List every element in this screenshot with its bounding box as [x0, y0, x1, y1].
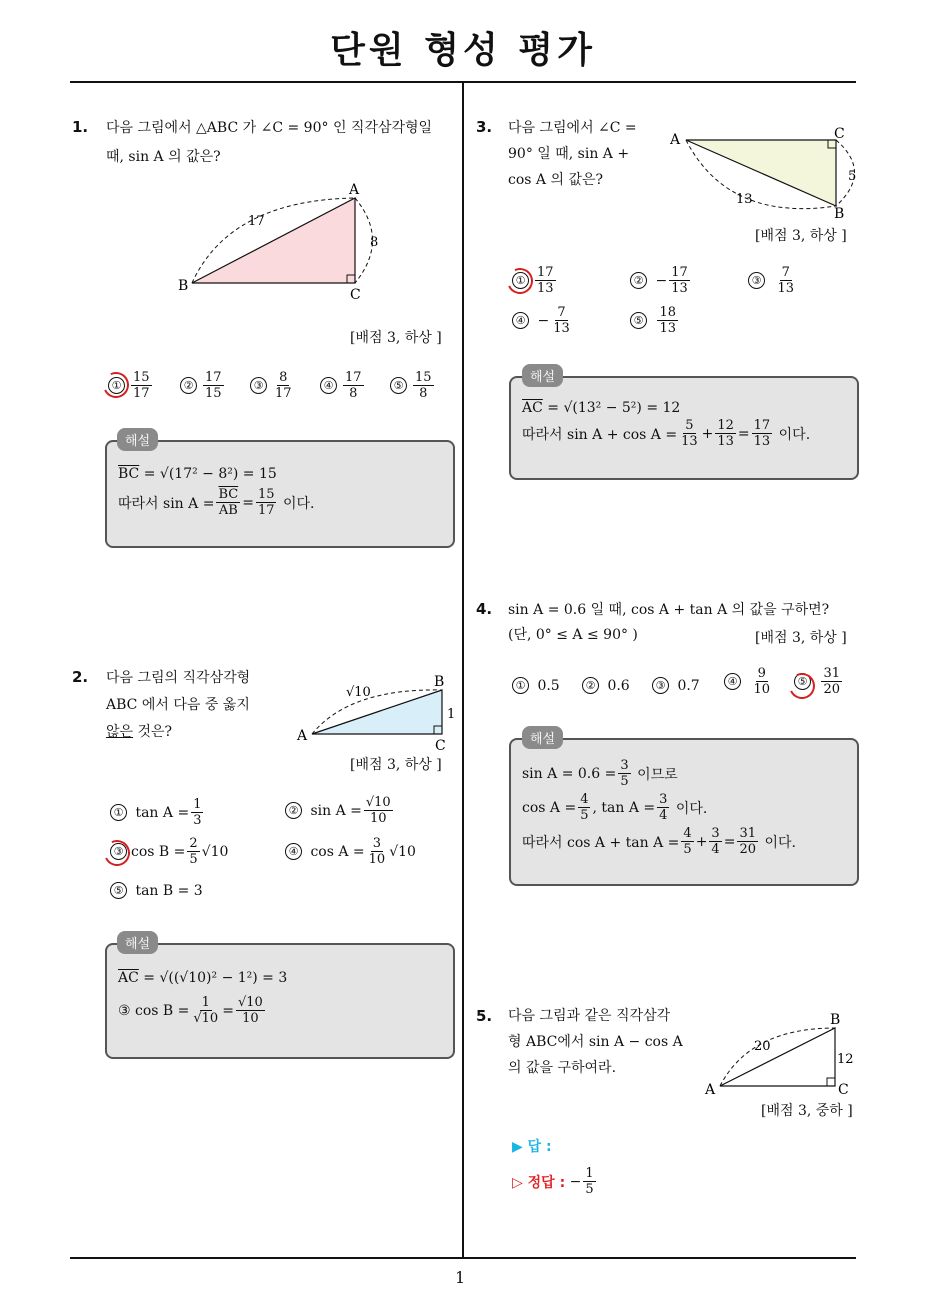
choice-mark: ③: [250, 377, 267, 394]
vertex-c-label: C: [838, 1082, 849, 1098]
question-text-line1: 다음 그림과 같은 직각삼각: [508, 1008, 671, 1024]
triangle-figure: [170, 180, 400, 305]
choice-sign: −: [655, 272, 668, 289]
choice-2[interactable]: [630, 265, 692, 296]
question-text-line1: sin A = 0.6 일 때, cos A + tan A 의 값을 구하면?: [508, 602, 830, 618]
choice-mark: ②: [582, 677, 599, 694]
solution-fraction: $\frac{√10}{10}$: [237, 995, 263, 1026]
question-text-line2: 90° 일 때, sin A +: [508, 146, 630, 162]
choice-fraction: $\frac{3}{10}$: [368, 836, 386, 867]
plus: +: [695, 833, 708, 850]
vertex-c-label: C: [435, 738, 446, 754]
solution-fraction: $\frac{4}{5}$: [580, 792, 589, 823]
choice-mark: ③: [110, 843, 127, 860]
choice-text: cos A =: [310, 843, 365, 860]
choice-fraction: $\frac{15}{17}$: [133, 370, 150, 401]
underlined-word: 않은: [106, 724, 134, 740]
choice-text: 0.6: [607, 677, 630, 694]
vertex-a-label: A: [705, 1082, 716, 1098]
vertex-c-label: C: [834, 126, 845, 142]
solution-fraction: $\frac{3}{4}$: [711, 826, 720, 857]
triangle-figure: [668, 122, 863, 222]
choice-mark: ④: [724, 673, 741, 690]
question-number: 4.: [476, 600, 493, 618]
choice-fraction: $\frac{√10}{10}$: [365, 795, 391, 826]
choice-fraction: $\frac{7}{13}$: [777, 265, 794, 296]
solution-line2: [522, 418, 810, 449]
solution-fraction: $\frac{12}{13}$: [717, 418, 734, 449]
choice-fraction: $\frac{8}{17}$: [275, 370, 292, 401]
choice-5[interactable]: [630, 305, 680, 336]
vertex-b-label: B: [834, 206, 845, 222]
choice-mark: ⑤: [110, 882, 127, 899]
solution-tag: 해설: [522, 726, 563, 749]
vertex-a-label: A: [297, 728, 308, 744]
choice-fraction: $\frac{17}{13}$: [537, 265, 554, 296]
vertex-b-label: B: [434, 674, 445, 690]
question-text-line3: [106, 718, 172, 747]
side-label: 8: [370, 235, 379, 250]
solution-fraction: $\frac{5}{13}$: [681, 418, 698, 449]
choice-mark: ②: [630, 272, 647, 289]
correct-label: ▷ 정답 :: [512, 1174, 566, 1191]
question-text-line2: (단, 0° ≤ A ≤ 90° ): [508, 627, 638, 643]
choice-mark: ③: [652, 677, 669, 694]
solution-fraction: $\frac{3}{5}$: [620, 758, 629, 789]
choice-mark: ①: [110, 804, 127, 821]
page-number: 1: [455, 1268, 466, 1287]
choice-text: cos B =: [131, 843, 186, 860]
footer-rule: [70, 1257, 856, 1259]
choice-fraction: $\frac{18}{13}$: [659, 305, 676, 336]
choice-4[interactable]: [512, 305, 574, 336]
solution-fraction: $\frac{31}{20}$: [739, 826, 756, 857]
question-text-line2: 형 ABC에서 sin A − cos A: [508, 1034, 683, 1050]
choice-fraction: $\frac{1}{3}$: [193, 797, 202, 828]
choice-fraction: $\frac{7}{13}$: [553, 305, 570, 336]
question-number: 2.: [72, 668, 89, 686]
segment-ac: $\overline{AC}$: [118, 970, 139, 986]
choice-3[interactable]: [250, 370, 296, 401]
solution-tag: 해설: [117, 931, 158, 954]
correct-sign: −: [569, 1173, 582, 1190]
answer-label: ▶ 답 :: [512, 1139, 552, 1155]
choice-text: tan A =: [135, 804, 190, 821]
equals: =: [222, 1002, 234, 1019]
choice-fraction: $\frac{15}{8}$: [415, 370, 432, 401]
segment-ac: $\overline{AC}$: [522, 400, 543, 416]
choice-text: 0.7: [677, 677, 700, 694]
choice-2[interactable]: [285, 795, 395, 826]
hypotenuse-label: 13: [736, 192, 753, 207]
question-text-line1: 다음 그림에서 △ABC 가 ∠C = 90° 인 직각삼각형일: [106, 120, 433, 136]
choice-3[interactable]: [748, 265, 798, 296]
question-text-line3: 의 값을 구하여라.: [508, 1060, 617, 1076]
solution-text: 이다.: [675, 800, 708, 817]
solution-text: ③ cos B =: [118, 1002, 190, 1019]
choice-mark: ⑤: [630, 312, 647, 329]
equals: =: [737, 425, 750, 442]
choice-text: 0.5: [537, 677, 560, 694]
question-number: 3.: [476, 118, 493, 136]
hypotenuse-label: 17: [248, 214, 265, 229]
equals: =: [242, 494, 254, 511]
correct-fraction: $\frac{1}{5}$: [585, 1166, 594, 1197]
choice-mark: ②: [285, 802, 302, 819]
choice-3[interactable]: [652, 677, 700, 694]
solution-text: 따라서 sin A + cos A =: [522, 426, 678, 443]
choice-mark: ①: [512, 272, 529, 289]
choice-mark: ⑤: [794, 673, 811, 690]
correct-answer: [512, 1166, 598, 1197]
solution-tag: 해설: [522, 364, 563, 387]
score-label: [배점 3, 하상 ]: [350, 330, 442, 346]
question-text-line1: 다음 그림의 직각삼각형: [106, 670, 251, 686]
question-text-line2: ABC 에서 다음 중 옳지: [106, 697, 250, 713]
score-label: [배점 3, 하상 ]: [755, 228, 847, 244]
solution-line1: [522, 758, 678, 789]
solution-expr: = √((√10)² − 1²) = 3: [143, 970, 288, 986]
triangle-figure: [700, 1008, 865, 1100]
choice-text: sin A =: [310, 802, 362, 819]
choice-text: √10: [389, 843, 416, 860]
solution-text: sin A = 0.6 =: [522, 765, 617, 782]
solution-expr: = √(13² − 5²) = 12: [547, 400, 681, 416]
solution-text: 따라서 sin A =: [118, 495, 215, 512]
segment-bc: $\overline{BC}$: [118, 466, 140, 482]
choice-1[interactable]: [110, 797, 205, 828]
choice-mark: ③: [748, 272, 765, 289]
vertex-b-label: B: [178, 278, 189, 294]
solution-fraction: $\frac{\overline{BC}}{AB}$: [218, 487, 239, 518]
solution-fraction: $\frac{15}{17}$: [257, 487, 275, 518]
page-title: 단원 형성 평가: [330, 30, 596, 71]
solution-text: 이므로: [637, 766, 678, 783]
solution-line2: [118, 487, 314, 518]
choice-4[interactable]: [724, 666, 774, 697]
choice-2[interactable]: [582, 677, 630, 694]
choice-mark: ①: [512, 677, 529, 694]
choice-4[interactable]: [320, 370, 366, 401]
solution-text: 이다.: [764, 834, 796, 851]
choice-4[interactable]: [285, 836, 416, 867]
choice-sign: −: [537, 312, 550, 329]
choice-mark: ①: [108, 377, 125, 394]
choice-mark: ②: [180, 377, 197, 394]
solution-tag: 해설: [117, 428, 158, 451]
score-label: [배점 3, 하상 ]: [350, 757, 442, 773]
solution-fraction: $\frac{3}{4}$: [659, 792, 668, 823]
choice-mark: ④: [320, 377, 337, 394]
hypotenuse-label: 20: [754, 1039, 771, 1054]
triangle-figure: [290, 670, 460, 755]
choice-fraction: $\frac{31}{20}$: [823, 666, 840, 697]
choice-5[interactable]: [110, 882, 203, 899]
solution-line1: [522, 400, 680, 416]
question-text-line1: 다음 그림에서 ∠C =: [508, 120, 637, 136]
choice-fraction: $\frac{17}{8}$: [345, 370, 362, 401]
solution-text: 이다.: [778, 426, 811, 443]
solution-text: cos A =: [522, 799, 577, 816]
choice-mark: ④: [512, 312, 529, 329]
solution-line3: [522, 826, 796, 857]
vertex-a-label: A: [349, 182, 360, 198]
score-label: [배점 3, 하상 ]: [755, 630, 847, 646]
choice-1[interactable]: [512, 677, 560, 694]
solution-text: 이다.: [282, 495, 315, 512]
question-text-line3: cos A 의 값은?: [508, 172, 603, 188]
choice-text: √10: [201, 843, 229, 860]
choice-fraction: $\frac{2}{5}$: [189, 836, 198, 867]
choice-mark: ④: [285, 843, 302, 860]
question-number: 5.: [476, 1007, 493, 1025]
question-text-line2: 때, sin A 의 값은?: [106, 149, 221, 165]
vertex-a-label: A: [670, 132, 681, 148]
solution-fraction: $\frac{17}{13}$: [753, 418, 771, 449]
choice-mark: ⑤: [390, 377, 407, 394]
side-label: 5: [848, 169, 857, 184]
solution-text: , tan A =: [592, 799, 656, 816]
solution-fraction: $\frac{4}{5}$: [683, 826, 692, 857]
solution-line2: [118, 995, 267, 1026]
solution-line2: [522, 792, 707, 823]
question-number: 1.: [72, 118, 89, 136]
choice-text: tan B = 3: [135, 882, 203, 899]
choice-fraction: $\frac{17}{13}$: [671, 265, 688, 296]
hypotenuse-label: √10: [346, 685, 371, 700]
choice-5[interactable]: [390, 370, 436, 401]
equals: =: [723, 833, 736, 850]
choice-fraction: $\frac{9}{10}$: [753, 666, 770, 697]
choice-2[interactable]: [180, 370, 226, 401]
solution-line1: [118, 970, 287, 986]
solution-expr: = √(17² − 8²) = 15: [143, 466, 277, 482]
side-label: 1: [447, 707, 456, 722]
question-text: 것은?: [133, 724, 173, 740]
choice-fraction: $\frac{17}{15}$: [205, 370, 222, 401]
side-label: 12: [837, 1052, 854, 1067]
solution-text: 따라서 cos A + tan A =: [522, 834, 680, 851]
vertex-b-label: B: [830, 1012, 841, 1028]
column-divider: [462, 83, 464, 1258]
solution-line1: [118, 466, 277, 482]
vertex-c-label: C: [350, 287, 361, 303]
solution-fraction: $\frac{1}{√10}$: [193, 995, 219, 1026]
score-label: [배점 3, 중하 ]: [761, 1103, 853, 1119]
plus: +: [701, 425, 714, 442]
